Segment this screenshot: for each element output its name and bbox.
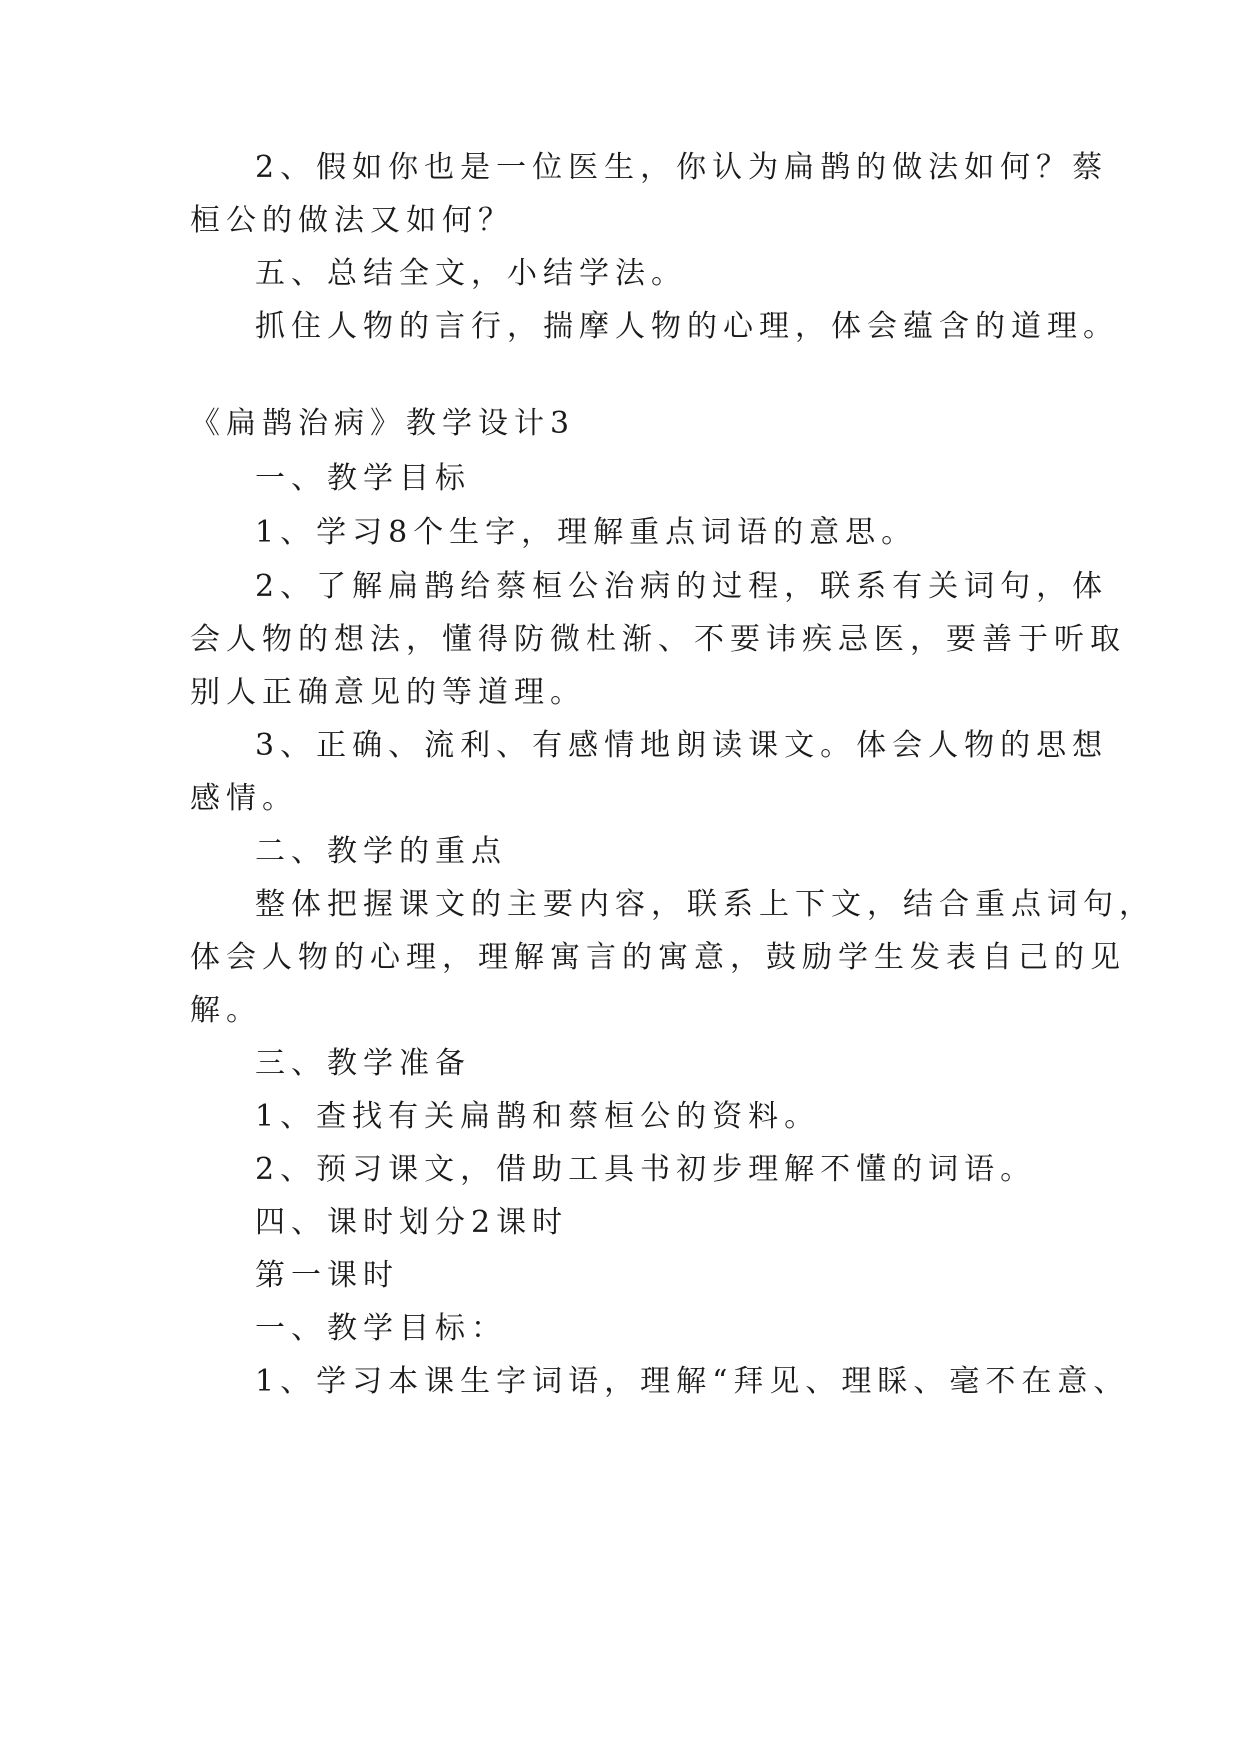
text-line: 1、查找有关扁鹊和蔡桓公的资料。: [255, 1099, 821, 1134]
text-line: 3、正确、流利、有感情地朗读课文。体会人物的思想: [255, 728, 1109, 763]
heading: 三、教学准备: [255, 1046, 471, 1081]
heading: 一、教学目标: [255, 461, 471, 496]
heading: 一、教学目标：: [255, 1311, 507, 1346]
text-line: 感情。: [190, 781, 298, 816]
text-line: 抓住人物的言行，揣摩人物的心理，体会蕴含的道理。: [255, 309, 1119, 344]
section-title: 《扁鹊治病》教学设计3: [190, 406, 576, 441]
text-line: 2、了解扁鹊给蔡桓公治病的过程，联系有关词句，体: [255, 569, 1109, 604]
text-line: 整体把握课文的主要内容，联系上下文，结合重点词句，: [255, 887, 1155, 922]
text-line: 1、学习本课生字词语，理解“拜见、理睬、毫不在意、: [255, 1364, 1130, 1399]
heading: 四、课时划分2课时: [255, 1205, 569, 1240]
heading: 第一课时: [255, 1258, 399, 1293]
text-line: 体会人物的心理，理解寓言的寓意，鼓励学生发表自己的见: [190, 940, 1126, 975]
text-line: 1、学习8个生字，理解重点词语的意思。: [255, 515, 918, 550]
text-line: 解。: [190, 993, 262, 1028]
text-line: 五、总结全文，小结学法。: [255, 256, 687, 291]
text-line: 别人正确意见的等道理。: [190, 675, 586, 710]
text-line: 桓公的做法又如何？: [190, 203, 514, 238]
text-line: 2、预习课文，借助工具书初步理解不懂的词语。: [255, 1152, 1037, 1187]
text-line: 会人物的想法，懂得防微杜渐、不要讳疾忌医，要善于听取: [190, 622, 1126, 657]
text-line: 2、假如你也是一位医生，你认为扁鹊的做法如何？蔡: [255, 150, 1109, 185]
heading: 二、教学的重点: [255, 834, 507, 869]
